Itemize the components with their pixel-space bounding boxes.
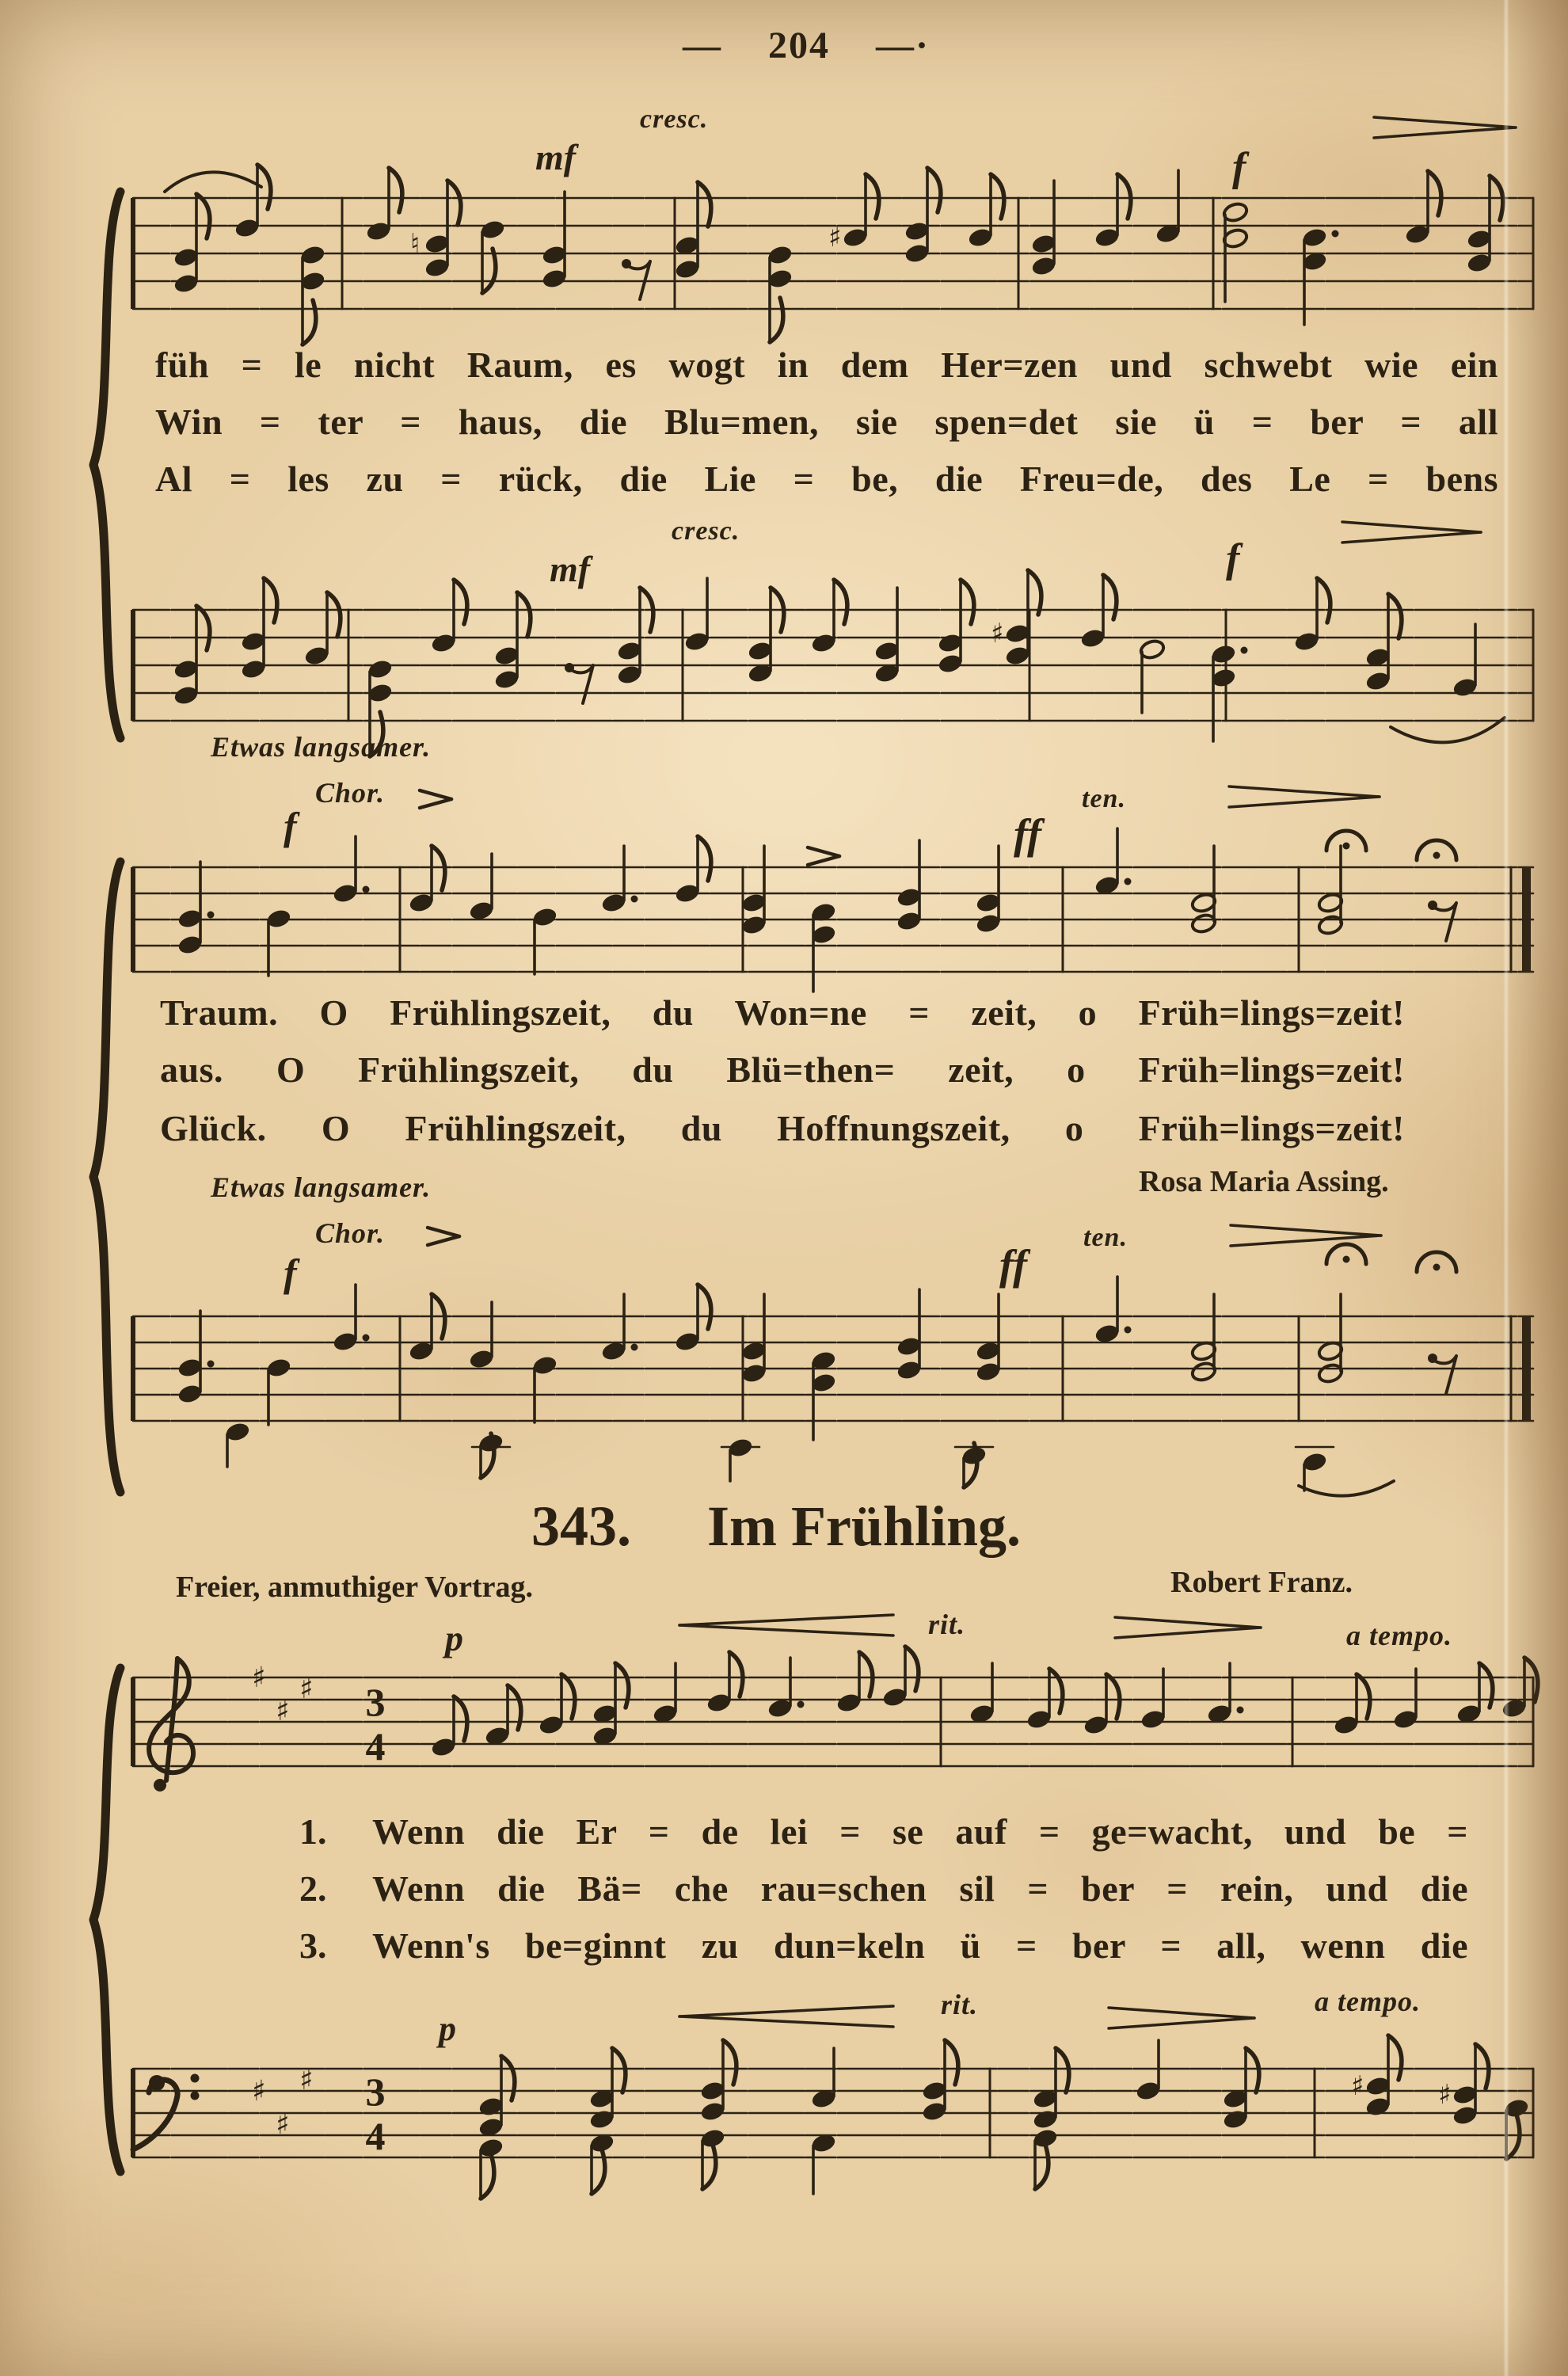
tempo-marking: Etwas langsamer. — [211, 1171, 432, 1203]
ff-marking: ff — [1014, 810, 1041, 858]
p-marking: p — [439, 2009, 456, 2048]
header-dash-right: —· — [876, 25, 931, 67]
chor-marking: Chor. — [315, 1217, 386, 1249]
svg-text:♯: ♯ — [276, 2108, 290, 2141]
rit-marking: rit. — [941, 1989, 979, 2020]
time-signature-bottom: 4 — [365, 1724, 386, 1769]
svg-text:♯: ♯ — [252, 1662, 266, 1694]
lyric-line: füh = le nicht Raum, es wogt in dem Her=zen und schwebt wie ein — [155, 345, 1498, 385]
mf-marking: mf — [535, 137, 577, 177]
a-tempo-marking: a tempo. — [1315, 1986, 1421, 2017]
svg-text:♮: ♮ — [410, 228, 421, 260]
verse-text: Wenn's be=ginnt zu dun=keln ü = ber = all, wenn die — [372, 1925, 1468, 1966]
verse-number: 1. — [299, 1811, 327, 1852]
svg-text:♯: ♯ — [252, 2075, 266, 2108]
lyric-line: Win = ter = haus, die Blu=men, sie spen=det sie ü = ber = all — [155, 402, 1498, 442]
svg-text:♯: ♯ — [1351, 2070, 1364, 2102]
header-dash-left: — — [683, 25, 722, 67]
verse-row — [299, 1925, 1468, 1967]
svg-text:♯: ♯ — [991, 618, 1004, 649]
ten-marking: ten. — [1082, 784, 1126, 813]
ff-marking: ff — [999, 1241, 1027, 1289]
time-signature-bottom: 4 — [365, 2114, 386, 2158]
verse-row — [299, 1811, 1468, 1852]
song-title: Im Frühling. — [706, 1495, 1022, 1558]
verse-text: Wenn die Bä= che rau=schen sil = ber = rein, und die — [372, 1868, 1468, 1909]
tempo-direction: Freier, anmuthiger Vortrag. — [176, 1571, 534, 1604]
chorus-line: Traum. O Frühlingszeit, du Won=ne = zeit, o Früh=lings=zeit! — [160, 992, 1405, 1033]
chorus-line: Glück. O Frühlingszeit, du Hoffnungszeit, o Früh=lings=zeit! — [160, 1108, 1405, 1148]
chorus-line: aus. O Frühlingszeit, du Blü=then= zeit, o Früh=lings=zeit! — [160, 1049, 1405, 1090]
cresc-marking: cresc. — [640, 105, 709, 134]
verse-number: 2. — [299, 1868, 327, 1909]
verse-row — [299, 1868, 1468, 1910]
f-marking: f — [1226, 536, 1240, 581]
page-header — [683, 24, 930, 67]
time-signature-top: 3 — [365, 2069, 386, 2114]
svg-text:♯: ♯ — [276, 1695, 290, 1727]
p-marking: p — [445, 1618, 463, 1658]
song-number: 343. — [531, 1495, 631, 1558]
svg-text:♯: ♯ — [1438, 2079, 1452, 2111]
lyric-line: Al = les zu = rück, die Lie = be, die Freu=de, des Le = bens — [155, 459, 1498, 499]
tempo-marking: Etwas langsamer. — [211, 731, 432, 763]
composer-credit: Robert Franz. — [1170, 1566, 1353, 1599]
lyricist-credit: Rosa Maria Assing. — [1139, 1165, 1389, 1198]
page-number: 204 — [768, 25, 830, 67]
cresc-marking: cresc. — [672, 516, 740, 546]
f-marking: f — [1232, 145, 1246, 190]
svg-text:♯: ♯ — [299, 1673, 314, 1705]
svg-text:♯: ♯ — [828, 222, 842, 253]
page-crease — [1503, 0, 1509, 2376]
verse-number: 3. — [299, 1925, 327, 1966]
svg-text:♯: ♯ — [299, 2064, 314, 2096]
song-title-row — [0, 1494, 1552, 1559]
ten-marking: ten. — [1083, 1223, 1128, 1252]
f-marking: f — [284, 1251, 297, 1295]
rit-marking: rit. — [928, 1609, 966, 1640]
verse-text: Wenn die Er = de lei = se auf = ge=wacht, und be = — [372, 1811, 1468, 1852]
chor-marking: Chor. — [315, 777, 386, 809]
mf-marking: mf — [550, 549, 591, 589]
a-tempo-marking: a tempo. — [1346, 1620, 1452, 1651]
time-signature-top: 3 — [365, 1680, 386, 1724]
f-marking: f — [284, 804, 297, 848]
